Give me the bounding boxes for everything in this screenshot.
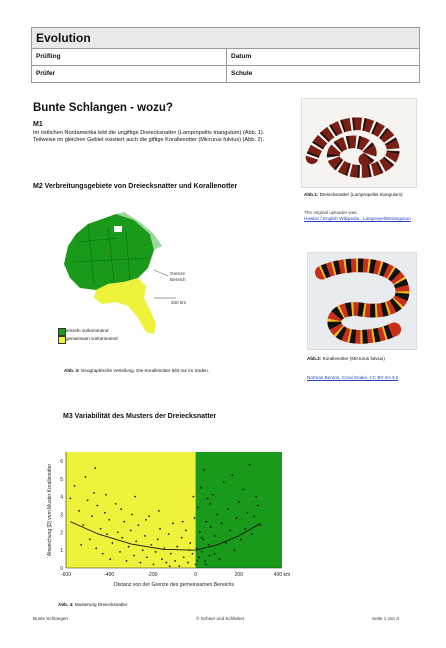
chart-region-yellow	[66, 452, 196, 568]
header-table	[31, 27, 420, 83]
data-point-12	[104, 512, 106, 514]
x-tick-label: -600	[60, 572, 72, 578]
y-tick-label: 4	[60, 494, 63, 501]
data-point-104	[193, 496, 195, 498]
data-point-84	[242, 489, 244, 491]
footer-left: Bunte Schlangen	[33, 616, 68, 621]
data-point-74	[221, 523, 223, 525]
data-point-9	[96, 505, 98, 507]
data-point-45	[174, 560, 176, 562]
data-point-59	[199, 531, 201, 533]
data-point-78	[229, 530, 231, 532]
data-point-57	[197, 506, 199, 508]
ontario-patch	[114, 226, 122, 232]
coral-snake-photo-2	[307, 252, 417, 350]
m3-title: M3 Variabilität des Musters der Dreiecksnatter	[63, 413, 217, 420]
data-point-75	[223, 481, 225, 483]
y-tick-label: 1	[60, 548, 63, 555]
data-point-67	[208, 544, 210, 546]
data-point-77	[227, 508, 229, 510]
data-point-69	[210, 526, 212, 528]
data-point-24	[130, 530, 132, 532]
datum-label: Datum	[227, 49, 420, 66]
legend-swatch-green	[58, 328, 66, 336]
abb3-caption	[64, 368, 274, 374]
data-point-32	[146, 556, 148, 558]
data-point-55	[195, 564, 197, 566]
data-point-95	[94, 467, 96, 469]
abb3-label: Abb. 3:	[64, 368, 80, 373]
data-point-6	[91, 515, 93, 517]
abb3-text: Geographische Verteilung. Die Korallenotter lebt nur im Süden.	[80, 368, 210, 373]
data-point-48	[181, 537, 183, 539]
data-point-82	[238, 501, 240, 503]
data-point-100	[158, 510, 160, 512]
coral-snake-photo-1	[301, 98, 417, 188]
x-axis-label: Distanz von der Grenze des gemeinsamen Bereichs	[114, 582, 234, 588]
data-point-90	[255, 496, 257, 498]
x-tick-label: 0	[194, 572, 197, 578]
y-axis-label: Abweichung [D] vom Muster Korallenotter	[47, 463, 53, 557]
x-tick-label: -400	[104, 572, 115, 578]
data-point-30	[142, 549, 144, 551]
data-point-98	[134, 496, 136, 498]
data-point-10	[100, 528, 102, 530]
data-point-76	[225, 542, 227, 544]
data-point-92	[260, 524, 262, 526]
map-pointer	[154, 270, 168, 276]
data-point-72	[216, 514, 218, 516]
abb2-source-link[interactable]: Norman Benton, Coral Snake, CC BY-SA 3.0	[307, 375, 399, 380]
data-point-13	[106, 533, 108, 535]
map-label-border: Grenze Bereich	[170, 271, 186, 282]
abb2-caption	[307, 356, 417, 362]
data-point-42	[168, 533, 170, 535]
data-point-43	[170, 553, 172, 555]
worksheet-title: Evolution	[32, 28, 419, 49]
legend-swatch-yellow	[58, 336, 66, 344]
data-point-38	[159, 528, 161, 530]
x-tick-label: 400 km	[273, 572, 290, 578]
abb1-text: Dreiecksnatter (Lampropeltis triangulum)	[319, 192, 403, 197]
data-point-87	[249, 464, 251, 466]
m1-title: M1	[33, 121, 43, 128]
data-point-80	[234, 549, 236, 551]
data-point-83	[240, 539, 242, 541]
data-point-70	[212, 494, 214, 496]
y-tick-label: 6	[60, 458, 63, 465]
data-point-8	[95, 548, 97, 550]
data-point-46	[176, 546, 178, 548]
abb1-source-link[interactable]: Hawkin / English Wikipedia , Lampropeltistriangulum	[304, 216, 411, 221]
abb2-label: Abb.2:	[307, 356, 322, 361]
data-point-71	[214, 535, 216, 537]
data-point-62	[202, 539, 204, 541]
abb2-text: Korallenotter (Micrurus fulvius)	[322, 356, 385, 361]
data-point-105	[196, 560, 198, 562]
data-point-47	[179, 565, 181, 567]
data-point-16	[112, 542, 114, 544]
data-point-29	[140, 562, 142, 564]
data-point-89	[253, 515, 255, 517]
schule-label: Schule	[231, 70, 253, 77]
y-tick-label: 3	[60, 512, 63, 519]
abb4-label: Abb. 4:	[58, 602, 74, 607]
data-point-64	[204, 560, 206, 562]
data-point-27	[135, 540, 137, 542]
data-point-4	[87, 499, 89, 501]
abb1-credit: The original uploader was	[304, 210, 357, 215]
data-point-19	[119, 551, 121, 553]
data-point-18	[117, 531, 119, 533]
data-point-108	[209, 503, 211, 505]
data-point-17	[115, 503, 117, 505]
data-point-52	[189, 542, 191, 544]
map-label-scale: 200 km	[171, 300, 187, 305]
page-heading: Bunte Schlangen - wozu?	[33, 102, 173, 114]
data-point-58	[198, 556, 200, 558]
abb4-text: Musterung Dreiecksnatter	[74, 602, 128, 607]
x-tick-label: -200	[147, 572, 158, 578]
data-point-68	[209, 555, 211, 557]
abb1-caption	[304, 192, 416, 198]
data-point-25	[131, 514, 133, 516]
data-point-28	[138, 524, 140, 526]
data-point-15	[109, 558, 111, 560]
data-point-54	[194, 517, 196, 519]
y-tick-label: 0	[60, 566, 63, 572]
range-yellow-region	[94, 278, 156, 334]
data-point-1	[78, 510, 80, 512]
data-point-7	[93, 492, 95, 494]
data-point-61	[201, 551, 203, 553]
data-point-63	[203, 469, 205, 471]
table-divider	[226, 49, 227, 83]
data-point-79	[231, 474, 233, 476]
data-point-93	[69, 498, 71, 500]
data-point-97	[120, 508, 122, 510]
legend-label-yellow: gemeinsam vorkommend	[66, 336, 118, 341]
data-point-99	[145, 519, 147, 521]
abb4-caption	[58, 602, 127, 608]
data-point-11	[102, 553, 104, 555]
data-point-0	[74, 485, 76, 487]
data-point-36	[155, 551, 157, 553]
data-point-53	[192, 553, 194, 555]
m1-text: Im östlichen Nordamerika lebt die ungiftige Dreiecksnatter (Lampropeltis triangulum) (Abb. 1). Teilweise im gleichen Gebiet existiert auch die giftige Korallenotter (Micrurus fulvius) (Abb. 2).	[33, 130, 265, 143]
data-point-73	[219, 558, 221, 560]
data-point-109	[214, 553, 216, 555]
data-point-20	[121, 537, 123, 539]
data-point-107	[205, 564, 207, 566]
footer-right: Seite 1 von 3	[372, 616, 399, 621]
data-point-21	[123, 521, 125, 523]
data-point-85	[244, 528, 246, 530]
data-point-56	[196, 548, 198, 550]
x-tick-label: 200	[234, 572, 243, 578]
data-point-3	[85, 476, 87, 478]
data-point-35	[153, 564, 155, 566]
data-point-31	[144, 535, 146, 537]
legend-label-green: einzeln vorkommend	[66, 328, 109, 333]
data-point-2	[82, 524, 84, 526]
data-point-102	[182, 521, 184, 523]
data-point-60	[200, 487, 202, 489]
data-point-23	[128, 546, 130, 548]
y-tick-label: 2	[60, 530, 63, 537]
data-point-88	[251, 533, 253, 535]
data-point-14	[108, 519, 110, 521]
abb1-label: Abb.1:	[304, 192, 319, 197]
y-tick-label: 5	[60, 476, 63, 483]
data-point-50	[185, 530, 187, 532]
data-point-44	[172, 523, 174, 525]
data-point-37	[157, 539, 159, 541]
data-point-101	[169, 565, 171, 567]
data-point-51	[187, 562, 189, 564]
data-point-81	[236, 517, 238, 519]
pattern-scatter-chart	[44, 440, 290, 600]
data-point-39	[161, 558, 163, 560]
chart-region-green	[196, 452, 282, 568]
data-point-91	[257, 505, 259, 507]
data-point-49	[183, 556, 185, 558]
data-point-22	[126, 560, 128, 562]
pruefling-label: Prüfling	[32, 49, 226, 66]
data-point-94	[80, 544, 82, 546]
data-point-86	[247, 512, 249, 514]
data-point-66	[207, 498, 209, 500]
data-point-26	[133, 555, 135, 557]
data-point-34	[150, 544, 152, 546]
data-point-41	[166, 562, 168, 564]
data-point-96	[105, 494, 107, 496]
data-point-106	[201, 537, 203, 539]
data-point-65	[206, 521, 208, 523]
m2-title: M2 Verbreitungsgebiete von Dreiecksnatter und Korallenotter	[33, 183, 238, 190]
pruefer-label: Prüfer	[36, 70, 56, 77]
data-point-5	[89, 539, 91, 541]
footer-center: © Scheer und Schlieker	[196, 616, 245, 621]
data-point-33	[148, 515, 150, 517]
